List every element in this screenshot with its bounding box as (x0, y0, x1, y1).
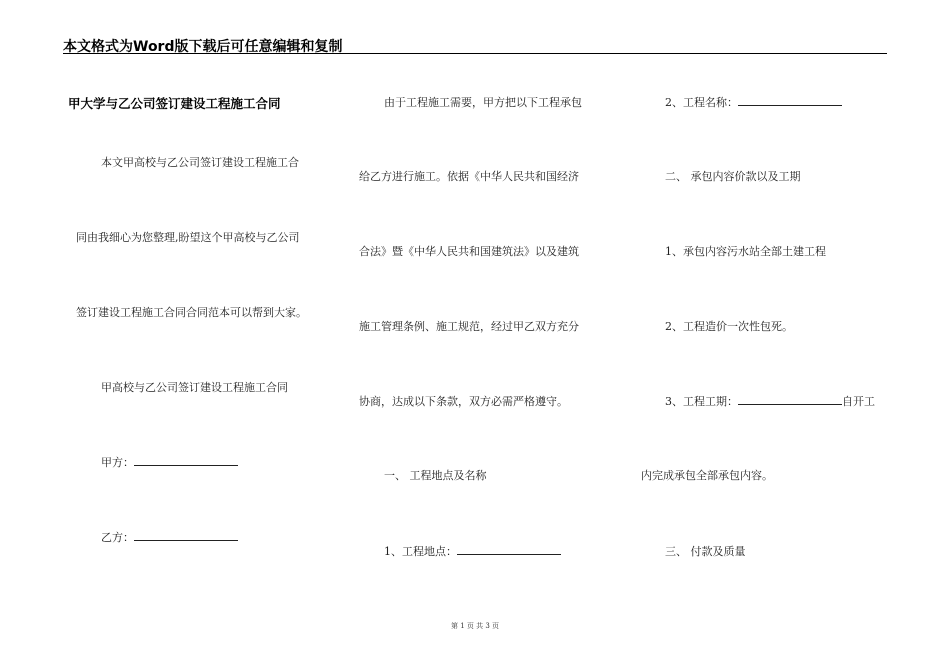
clause-line-4: 施工管理条例、施工规范，经过甲乙双方充分 (359, 320, 579, 333)
duration-continuation: 内完成承包全部承包内容。 (641, 469, 773, 482)
project-name-blank (738, 95, 842, 106)
party-b-blank (134, 530, 238, 541)
price-line: 2、工程造价一次性包死。 (665, 320, 793, 333)
contract-title: 甲高校与乙公司签订建设工程施工合同 (101, 381, 288, 394)
duration-blank (738, 394, 842, 405)
party-a-label: 甲方： (101, 456, 134, 469)
page-footer: 第 1 页 共 3 页 (450, 622, 500, 630)
duration-label: 3、工程工期： (665, 395, 738, 408)
duration-suffix: 自开工 (842, 395, 875, 408)
intro-line-2: 同由我细心为您整理,盼望这个甲高校与乙公司 (76, 231, 300, 244)
scope-line: 1、承包内容污水站全部土建工程 (665, 245, 826, 258)
party-a-line (101, 454, 238, 470)
document-header: 本文格式为Word版下载后可任意编辑和复制 (63, 39, 343, 55)
duration-line (665, 393, 875, 409)
project-name-label: 2、工程名称： (665, 96, 738, 109)
site-location-line (384, 543, 561, 559)
section-1-heading: 一、 工程地点及名称 (384, 469, 487, 482)
document-title: 甲大学与乙公司签订建设工程施工合同 (68, 96, 281, 111)
site-location-blank (457, 544, 561, 555)
header-rule (63, 53, 887, 54)
project-name-line (665, 94, 842, 110)
section-2-heading: 二、 承包内容价款以及工期 (665, 170, 801, 183)
party-b-line (101, 529, 238, 545)
section-3-heading: 三、 付款及质量 (665, 545, 746, 558)
intro-line-3: 签订建设工程施工合同合同范本可以帮到大家。 (76, 306, 307, 319)
clause-line-5: 协商，达成以下条款，双方必需严格遵守。 (359, 395, 568, 408)
clause-line-3: 合法》暨《中华人民共和国建筑法》以及建筑 (359, 245, 579, 258)
party-b-label: 乙方： (101, 531, 134, 544)
intro-line-1: 本文甲高校与乙公司签订建设工程施工合 (101, 156, 299, 169)
clause-line-1: 由于工程施工需要，甲方把以下工程承包 (384, 96, 582, 109)
party-a-blank (134, 455, 238, 466)
clause-line-2: 给乙方进行施工。依据《中华人民共和国经济 (359, 170, 579, 183)
site-location-label: 1、工程地点： (384, 545, 457, 558)
